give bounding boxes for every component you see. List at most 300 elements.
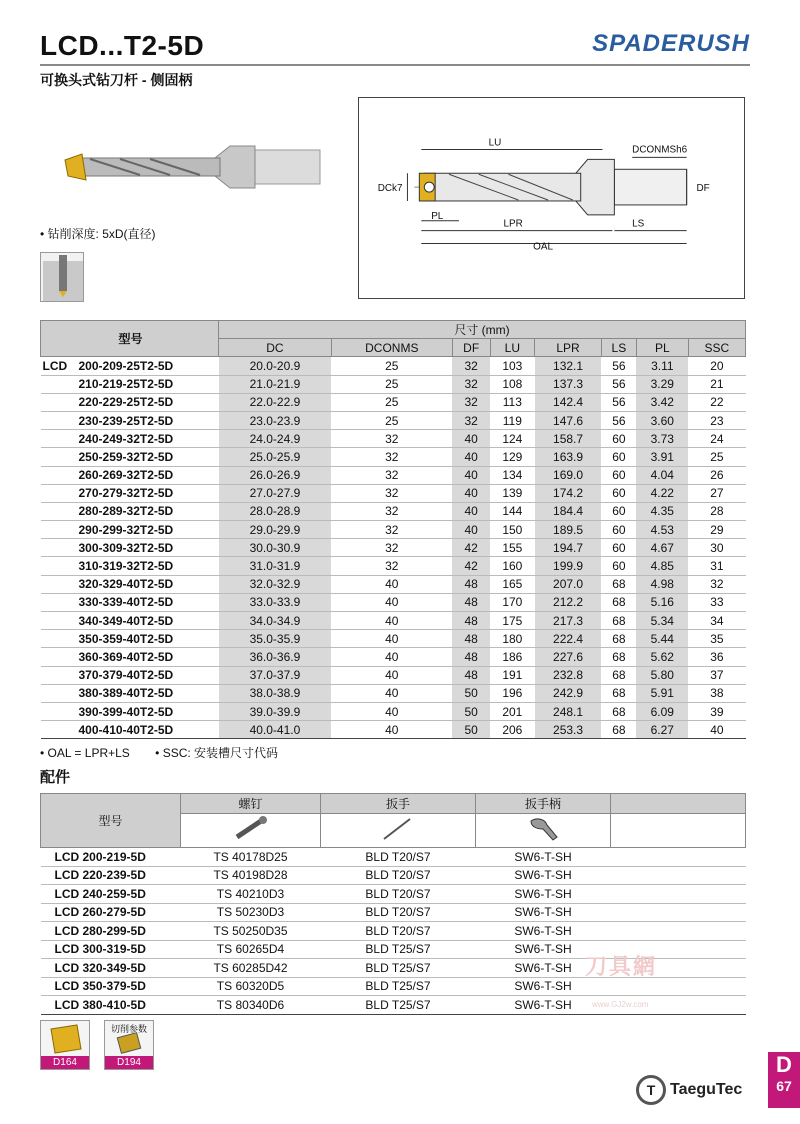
cell-ls: 68	[601, 666, 636, 684]
cell-ssc: 29	[688, 521, 745, 539]
cell-dc: 36.0-36.9	[219, 648, 332, 666]
dims-header: 尺寸 (mm)	[219, 321, 746, 339]
model-code: 260-269-32T2-5D	[78, 468, 174, 483]
cell-dc: 26.0-26.9	[219, 466, 332, 484]
cell-dconms: 40	[331, 684, 452, 702]
model-code: 400-410-40T2-5D	[78, 722, 174, 737]
cell-ls: 60	[601, 466, 636, 484]
table-row	[41, 484, 746, 502]
cell-pl: 5.16	[636, 593, 688, 611]
table-row	[41, 375, 746, 393]
cell-lu: 180	[490, 630, 535, 648]
model-cell	[41, 521, 219, 539]
screw-icon	[181, 814, 321, 848]
table-row	[41, 848, 746, 867]
model-code: 210-219-25T2-5D	[78, 377, 174, 392]
cell-lpr: 189.5	[535, 521, 602, 539]
model-cell	[41, 466, 219, 484]
model-cell	[41, 648, 219, 666]
model-code: 310-319-32T2-5D	[78, 559, 174, 574]
acc-empty-cell	[611, 885, 746, 904]
ref-insert-page: D164	[41, 1056, 89, 1069]
dims-col-lpr: LPR	[535, 339, 602, 357]
cell-df: 48	[452, 593, 490, 611]
cell-ssc: 40	[688, 721, 745, 739]
cell-lpr: 142.4	[535, 393, 602, 411]
acc-screw-cell: TS 50250D35	[181, 922, 321, 941]
cell-lpr: 222.4	[535, 630, 602, 648]
acc-key-cell: BLD T20/S7	[321, 885, 476, 904]
table-row	[41, 612, 746, 630]
taegutec-logo	[636, 1075, 742, 1105]
diagram-label-df: DF	[696, 183, 710, 195]
model-code: 280-289-32T2-5D	[78, 504, 174, 519]
model-cell	[41, 430, 219, 448]
cell-dconms: 32	[331, 521, 452, 539]
cell-lu: 201	[490, 702, 535, 720]
acc-handle-cell: SW6-T-SH	[476, 848, 611, 867]
table-row	[41, 557, 746, 575]
dims-col-ssc: SSC	[688, 339, 745, 357]
cell-df: 42	[452, 539, 490, 557]
model-code: 320-329-40T2-5D	[78, 577, 174, 592]
acc-screw-cell: TS 50230D3	[181, 903, 321, 922]
cell-df: 50	[452, 721, 490, 739]
acc-handle-cell: SW6-T-SH	[476, 903, 611, 922]
table-row	[41, 866, 746, 885]
acc-key-cell: BLD T25/S7	[321, 977, 476, 996]
cell-dc: 30.0-30.9	[219, 539, 332, 557]
model-code: 290-299-32T2-5D	[78, 522, 174, 537]
cell-ssc: 25	[688, 448, 745, 466]
cell-lu: 155	[490, 539, 535, 557]
table-row	[41, 885, 746, 904]
dims-col-dconms: DCONMS	[331, 339, 452, 357]
acc-model-cell: LCD 380-410-5D	[41, 996, 181, 1015]
cell-lpr: 184.4	[535, 502, 602, 520]
table-row	[41, 593, 746, 611]
acc-key-cell: BLD T20/S7	[321, 903, 476, 922]
cell-pl: 5.91	[636, 684, 688, 702]
cell-ssc: 26	[688, 466, 745, 484]
acc-model-cell: LCD 220-239-5D	[41, 866, 181, 885]
cell-ls: 56	[601, 411, 636, 429]
note-ssc: • SSC: 安装槽尺寸代码	[155, 746, 279, 760]
acc-key-cell: BLD T20/S7	[321, 848, 476, 867]
model-cell	[41, 684, 219, 702]
acc-col-key: 扳手	[321, 794, 476, 814]
cell-ssc: 39	[688, 702, 745, 720]
cell-df: 40	[452, 484, 490, 502]
tool-diagram	[358, 97, 745, 299]
cell-lpr: 169.0	[535, 466, 602, 484]
cell-pl: 6.27	[636, 721, 688, 739]
cell-pl: 5.44	[636, 630, 688, 648]
cell-ssc: 30	[688, 539, 745, 557]
cell-pl: 4.22	[636, 484, 688, 502]
diagram-label-lu: LU	[488, 137, 502, 149]
cell-lpr: 137.3	[535, 375, 602, 393]
cell-dconms: 32	[331, 557, 452, 575]
cell-ssc: 21	[688, 375, 745, 393]
table-row	[41, 630, 746, 648]
cell-pl: 5.80	[636, 666, 688, 684]
acc-model-header: 型号	[41, 794, 181, 848]
acc-empty-cell	[611, 866, 746, 885]
acc-screw-cell: TS 40178D25	[181, 848, 321, 867]
cell-pl: 6.09	[636, 702, 688, 720]
diagram-label-pl: PL	[431, 210, 444, 222]
cell-dc: 23.0-23.9	[219, 411, 332, 429]
cell-ls: 56	[601, 375, 636, 393]
brand-logo: SPADERUSH	[592, 30, 750, 57]
acc-screw-cell: TS 60285D42	[181, 959, 321, 978]
cell-dc: 22.0-22.9	[219, 393, 332, 411]
cell-dconms: 32	[331, 502, 452, 520]
cell-lpr: 163.9	[535, 448, 602, 466]
model-cell	[41, 484, 219, 502]
cell-df: 42	[452, 557, 490, 575]
model-code: 270-279-32T2-5D	[78, 486, 174, 501]
table-row	[41, 702, 746, 720]
acc-handle-cell: SW6-T-SH	[476, 866, 611, 885]
cell-lu: 103	[490, 357, 535, 375]
table-row	[41, 502, 746, 520]
model-code: 230-239-25T2-5D	[78, 413, 174, 428]
cell-dconms: 25	[331, 393, 452, 411]
cell-dconms: 32	[331, 430, 452, 448]
dims-col-lu: LU	[490, 339, 535, 357]
table-row	[41, 684, 746, 702]
acc-screw-cell: TS 80340D6	[181, 996, 321, 1015]
cell-df: 40	[452, 466, 490, 484]
note-oal: • OAL = LPR+LS	[40, 746, 130, 760]
model-prefix: LCD	[42, 358, 68, 373]
model-cell	[41, 357, 219, 375]
acc-key-cell: BLD T25/S7	[321, 996, 476, 1015]
model-cell	[41, 448, 219, 466]
cell-ssc: 32	[688, 575, 745, 593]
cell-lpr: 158.7	[535, 430, 602, 448]
table-row	[41, 448, 746, 466]
table-row	[41, 521, 746, 539]
cell-ls: 56	[601, 357, 636, 375]
acc-col-handle: 扳手柄	[476, 794, 611, 814]
cell-df: 48	[452, 666, 490, 684]
cell-ls: 60	[601, 484, 636, 502]
cell-lpr: 199.9	[535, 557, 602, 575]
cell-pl: 4.53	[636, 521, 688, 539]
cell-lpr: 194.7	[535, 539, 602, 557]
cell-lu: 108	[490, 375, 535, 393]
acc-model-cell: LCD 200-219-5D	[41, 848, 181, 867]
cell-dc: 31.0-31.9	[219, 557, 332, 575]
model-code: 250-259-32T2-5D	[78, 449, 174, 464]
cell-dconms: 40	[331, 666, 452, 684]
cell-lu: 206	[490, 721, 535, 739]
cell-pl: 5.34	[636, 612, 688, 630]
acc-model-cell: LCD 280-299-5D	[41, 922, 181, 941]
cell-dc: 34.0-34.9	[219, 612, 332, 630]
cell-dconms: 40	[331, 721, 452, 739]
page-subtitle: 可换头式钻刀杆 - 侧固柄	[40, 72, 193, 88]
cell-df: 40	[452, 430, 490, 448]
diagram-label-ls: LS	[632, 218, 645, 230]
cell-ssc: 34	[688, 612, 745, 630]
ref-cutting-params-page: D194	[105, 1056, 153, 1069]
cell-dc: 38.0-38.9	[219, 684, 332, 702]
dims-col-dc: DC	[219, 339, 332, 357]
cell-ls: 68	[601, 630, 636, 648]
page-number: 67	[776, 1078, 792, 1094]
acc-model-cell: LCD 240-259-5D	[41, 885, 181, 904]
cell-lpr: 212.2	[535, 593, 602, 611]
acc-screw-cell: TS 40210D3	[181, 885, 321, 904]
cell-pl: 3.29	[636, 375, 688, 393]
cell-dconms: 32	[331, 448, 452, 466]
cell-lu: 119	[490, 411, 535, 429]
cell-ls: 68	[601, 721, 636, 739]
cell-df: 48	[452, 648, 490, 666]
model-cell	[41, 612, 219, 630]
cell-dconms: 40	[331, 612, 452, 630]
acc-screw-cell: TS 60320D5	[181, 977, 321, 996]
cell-ls: 68	[601, 593, 636, 611]
acc-screw-cell: TS 60265D4	[181, 940, 321, 959]
model-code: 380-389-40T2-5D	[78, 686, 174, 701]
cell-dconms: 40	[331, 702, 452, 720]
model-cell	[41, 593, 219, 611]
cell-ls: 60	[601, 521, 636, 539]
acc-handle-cell: SW6-T-SH	[476, 996, 611, 1015]
cell-dconms: 40	[331, 630, 452, 648]
acc-model-cell: LCD 300-319-5D	[41, 940, 181, 959]
cell-lpr: 217.3	[535, 612, 602, 630]
cell-dconms: 25	[331, 411, 452, 429]
cell-ssc: 27	[688, 484, 745, 502]
cell-dc: 25.0-25.9	[219, 448, 332, 466]
cell-ssc: 36	[688, 648, 745, 666]
cell-ls: 60	[601, 430, 636, 448]
cell-lpr: 174.2	[535, 484, 602, 502]
model-header: 型号	[41, 321, 219, 357]
cell-lpr: 207.0	[535, 575, 602, 593]
cell-pl: 3.91	[636, 448, 688, 466]
table-row	[41, 393, 746, 411]
cell-ssc: 35	[688, 630, 745, 648]
title-rule	[40, 64, 750, 66]
model-code: 370-379-40T2-5D	[78, 668, 174, 683]
cell-pl: 3.60	[636, 411, 688, 429]
depth-icon	[40, 252, 84, 302]
cell-ssc: 24	[688, 430, 745, 448]
cell-pl: 4.35	[636, 502, 688, 520]
cell-ls: 60	[601, 502, 636, 520]
cell-ls: 56	[601, 393, 636, 411]
cell-ssc: 28	[688, 502, 745, 520]
cell-df: 50	[452, 702, 490, 720]
cell-dconms: 40	[331, 575, 452, 593]
cell-pl: 4.67	[636, 539, 688, 557]
cell-df: 32	[452, 375, 490, 393]
model-code: 330-339-40T2-5D	[78, 595, 174, 610]
model-cell	[41, 375, 219, 393]
section-letter: D	[776, 1052, 792, 1077]
cell-pl: 4.85	[636, 557, 688, 575]
cell-dc: 39.0-39.9	[219, 702, 332, 720]
cell-pl: 4.04	[636, 466, 688, 484]
cell-lu: 196	[490, 684, 535, 702]
model-cell	[41, 393, 219, 411]
notes	[40, 744, 300, 761]
cell-ssc: 20	[688, 357, 745, 375]
ref-cutting-params[interactable]	[104, 1020, 154, 1070]
ref-cutting-params-label: 切削参数	[110, 1024, 147, 1034]
cell-ssc: 37	[688, 666, 745, 684]
cell-ssc: 38	[688, 684, 745, 702]
cell-dconms: 40	[331, 648, 452, 666]
table-row	[41, 922, 746, 941]
cell-ssc: 31	[688, 557, 745, 575]
table-row	[41, 539, 746, 557]
cell-lpr: 227.6	[535, 648, 602, 666]
acc-col-empty	[611, 794, 746, 814]
cell-lu: 150	[490, 521, 535, 539]
acc-key-cell: BLD T20/S7	[321, 922, 476, 941]
cell-dc: 28.0-28.9	[219, 502, 332, 520]
cell-lu: 113	[490, 393, 535, 411]
cell-df: 40	[452, 448, 490, 466]
cell-lu: 160	[490, 557, 535, 575]
model-code: 300-309-32T2-5D	[78, 540, 174, 555]
diagram-label-lpr: LPR	[503, 218, 523, 230]
cell-df: 48	[452, 612, 490, 630]
cell-dc: 24.0-24.9	[219, 430, 332, 448]
cell-pl: 3.42	[636, 393, 688, 411]
acc-handle-cell: SW6-T-SH	[476, 922, 611, 941]
cell-dconms: 32	[331, 466, 452, 484]
acc-handle-cell: SW6-T-SH	[476, 885, 611, 904]
table-row	[41, 466, 746, 484]
depth-note: • 钻削深度: 5xD(直径)	[40, 227, 156, 241]
acc-empty-cell	[611, 848, 746, 867]
watermark: 刀具網	[585, 954, 658, 979]
dims-col-ls: LS	[601, 339, 636, 357]
cell-pl: 5.62	[636, 648, 688, 666]
cell-dconms: 25	[331, 357, 452, 375]
ref-insert[interactable]	[40, 1020, 90, 1070]
cell-ls: 68	[601, 684, 636, 702]
model-code: 340-349-40T2-5D	[78, 613, 174, 628]
cell-ls: 68	[601, 702, 636, 720]
cell-ls: 60	[601, 557, 636, 575]
acc-key-cell: BLD T25/S7	[321, 959, 476, 978]
cell-df: 48	[452, 630, 490, 648]
cell-dc: 35.0-35.9	[219, 630, 332, 648]
model-cell	[41, 539, 219, 557]
acc-key-cell: BLD T25/S7	[321, 940, 476, 959]
dimensions-table	[40, 320, 746, 739]
watermark-url: www.GJ2w.com	[592, 1000, 649, 1009]
cell-df: 50	[452, 684, 490, 702]
model-cell	[41, 557, 219, 575]
cell-ls: 60	[601, 539, 636, 557]
cell-ssc: 33	[688, 593, 745, 611]
model-cell	[41, 702, 219, 720]
acc-empty-cell	[611, 922, 746, 941]
cell-pl: 4.98	[636, 575, 688, 593]
acc-model-cell: LCD 260-279-5D	[41, 903, 181, 922]
table-row	[41, 411, 746, 429]
model-code: 350-359-40T2-5D	[78, 631, 174, 646]
cell-dc: 20.0-20.9	[219, 357, 332, 375]
cell-dc: 21.0-21.9	[219, 375, 332, 393]
cell-lu: 124	[490, 430, 535, 448]
tool-photo	[60, 128, 325, 208]
cell-ssc: 23	[688, 411, 745, 429]
cell-lu: 134	[490, 466, 535, 484]
dims-col-df: DF	[452, 339, 490, 357]
logo-text: TaeguTec	[670, 1081, 743, 1099]
cell-lpr: 232.8	[535, 666, 602, 684]
model-cell	[41, 666, 219, 684]
acc-col-screw: 螺钉	[181, 794, 321, 814]
acc-model-cell: LCD 350-379-5D	[41, 977, 181, 996]
page-title: LCD...T2-5D	[40, 30, 205, 61]
table-row	[41, 357, 746, 375]
model-cell	[41, 575, 219, 593]
model-code: 200-209-25T2-5D	[78, 358, 174, 373]
cell-ls: 68	[601, 575, 636, 593]
cell-dc: 29.0-29.9	[219, 521, 332, 539]
cell-dc: 37.0-37.9	[219, 666, 332, 684]
dims-col-pl: PL	[636, 339, 688, 357]
cell-df: 32	[452, 393, 490, 411]
cell-lu: 170	[490, 593, 535, 611]
cell-dconms: 40	[331, 593, 452, 611]
model-code: 390-399-40T2-5D	[78, 704, 174, 719]
cell-ls: 68	[601, 612, 636, 630]
model-code: 360-369-40T2-5D	[78, 649, 174, 664]
model-cell	[41, 630, 219, 648]
cell-df: 40	[452, 502, 490, 520]
table-row	[41, 575, 746, 593]
model-cell	[41, 721, 219, 739]
cell-lu: 129	[490, 448, 535, 466]
cell-lu: 144	[490, 502, 535, 520]
cell-dc: 33.0-33.9	[219, 593, 332, 611]
cell-lu: 191	[490, 666, 535, 684]
cell-lpr: 147.6	[535, 411, 602, 429]
diagram-label-dc: DCk7	[377, 183, 403, 195]
cell-dconms: 25	[331, 375, 452, 393]
empty-icon-cell	[611, 814, 746, 848]
cell-lu: 139	[490, 484, 535, 502]
accessories-table	[40, 793, 746, 1015]
model-code: 240-249-32T2-5D	[78, 431, 174, 446]
acc-handle-cell: SW6-T-SH	[476, 959, 611, 978]
cell-dc: 40.0-41.0	[219, 721, 332, 739]
acc-screw-cell: TS 40198D28	[181, 866, 321, 885]
table-row	[41, 903, 746, 922]
cell-ls: 68	[601, 648, 636, 666]
diagram-label-dconms: DCONMSh6	[632, 144, 688, 156]
handle-icon	[476, 814, 611, 848]
model-code: 220-229-25T2-5D	[78, 395, 174, 410]
cell-ls: 60	[601, 448, 636, 466]
cell-df: 40	[452, 521, 490, 539]
acc-empty-cell	[611, 903, 746, 922]
